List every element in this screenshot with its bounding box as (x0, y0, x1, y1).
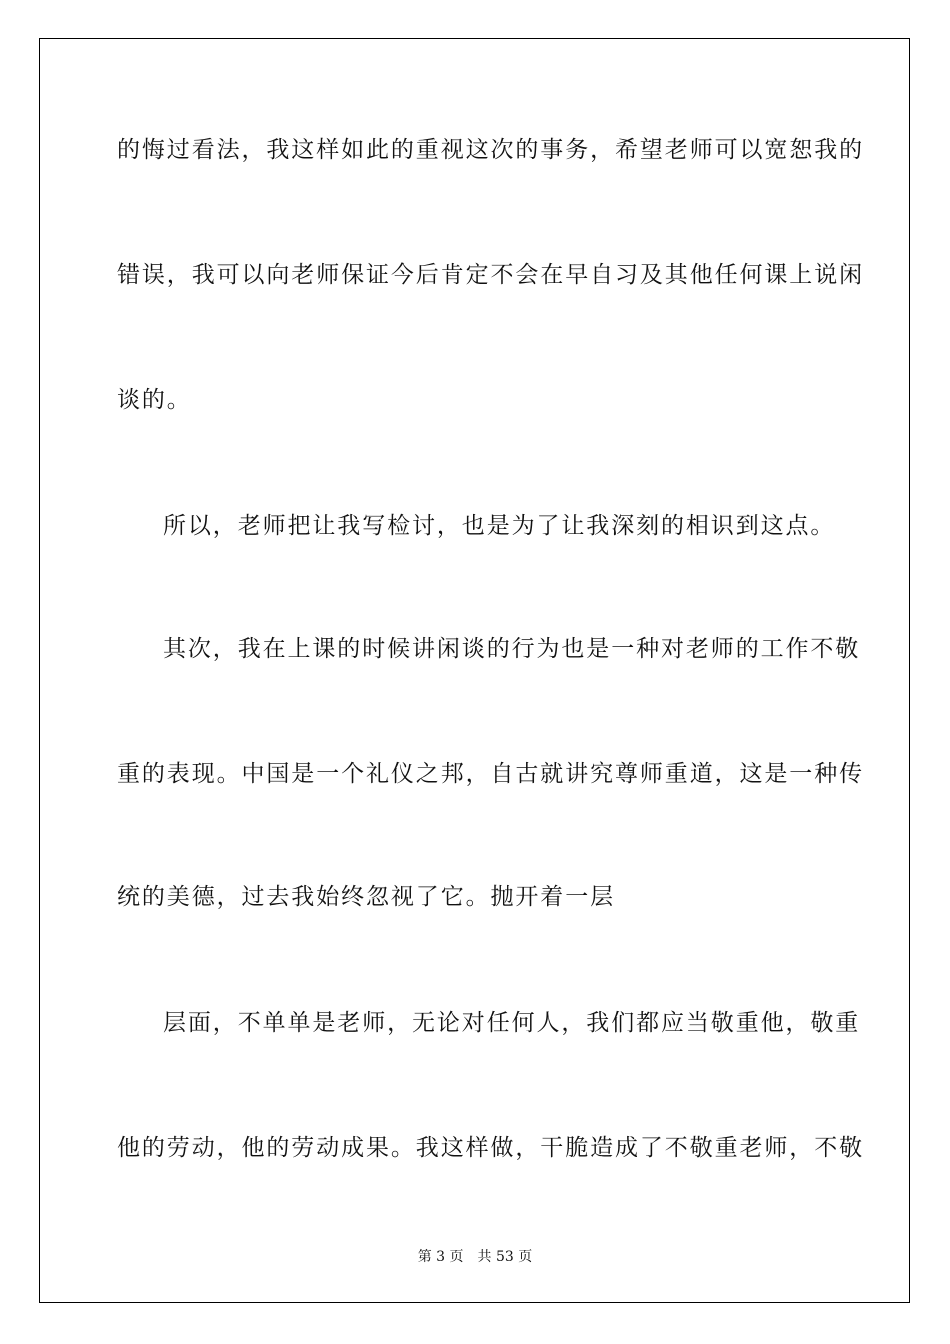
page-number: 第 3 页 (417, 1249, 464, 1265)
text-line: 错误，我可以向老师保证今后肯定不会在早自习及其他任何课上说闲 (117, 262, 864, 288)
text-line: 重的表现。中国是一个礼仪之邦，自古就讲究尊师重道，这是一种传 (117, 761, 864, 787)
text-line: 其次，我在上课的时候讲闲谈的行为也是一种对老师的工作不敬 (163, 636, 861, 662)
text-line: 的悔过看法，我这样如此的重视这次的事务，希望老师可以宽恕我的 (117, 137, 864, 163)
text-line: 统的美德，过去我始终忽视了它。抛开着一层 (117, 884, 615, 910)
page-border (39, 38, 910, 1303)
text-line: 谈的。 (117, 387, 192, 413)
text-line: 所以，老师把让我写检讨，也是为了让我深刻的相识到这点。 (163, 513, 836, 539)
text-line: 他的劳动，他的劳动成果。我这样做，干脆造成了不敬重老师，不敬 (117, 1135, 864, 1161)
text-line: 层面，不单单是老师，无论对任何人，我们都应当敬重他，敬重 (163, 1010, 861, 1036)
page-footer (0, 1246, 950, 1266)
page-total: 共 53 页 (477, 1249, 533, 1265)
